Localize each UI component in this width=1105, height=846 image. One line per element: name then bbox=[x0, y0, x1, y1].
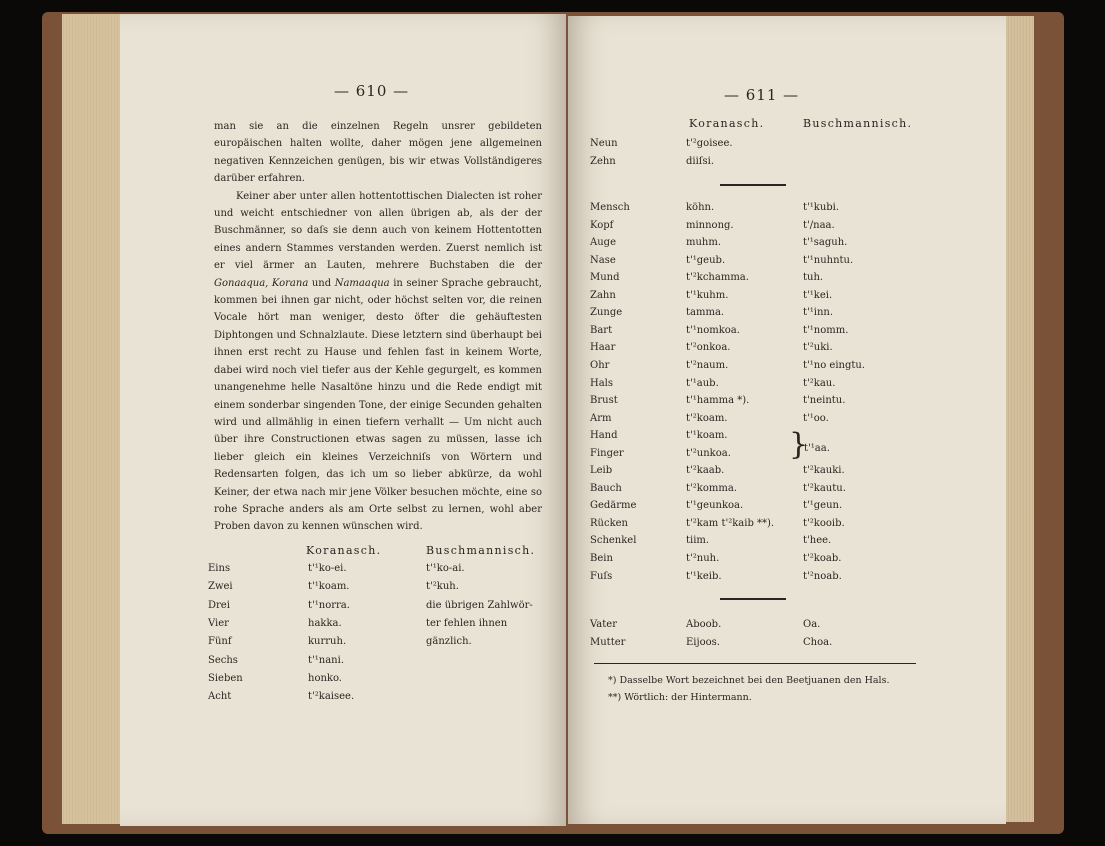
parent-row-koranasch: Eijoos. bbox=[686, 636, 720, 648]
parent-row-koranasch: Aboob. bbox=[686, 619, 722, 630]
bodypart-row-label: Fuſs bbox=[590, 570, 613, 582]
bodypart-row-label: Kopf bbox=[590, 219, 614, 231]
parent-row-buschmannisch: Oa. bbox=[803, 619, 821, 630]
number-row-koranasch: diiſsi. bbox=[686, 155, 715, 167]
bodypart-row-buschmannisch: t'¹oo. bbox=[803, 412, 829, 424]
bodypart-row-label: Rücken bbox=[590, 517, 628, 529]
left-row-buschmannisch: t'²kuh. bbox=[426, 581, 459, 593]
bodypart-row-label: Haar bbox=[590, 342, 616, 354]
bodypart-row-koranasch: minnong. bbox=[686, 219, 734, 231]
bodypart-row-label: Mensch bbox=[590, 202, 630, 213]
left-row-buschmannisch: ter fehlen ihnen bbox=[426, 617, 508, 629]
bodypart-row-koranasch: t'¹aub. bbox=[686, 377, 719, 389]
bodypart-row-label: Finger bbox=[590, 447, 624, 459]
bodypart-row-buschmannisch: t'¹nomm. bbox=[803, 324, 849, 336]
bodypart-row-buschmannisch: t'²kauki. bbox=[803, 465, 845, 477]
bodypart-row-label: Mund bbox=[590, 272, 620, 284]
left-col-head-koranasch: Koranasch. bbox=[306, 544, 382, 557]
bodypart-row-label: Auge bbox=[590, 237, 616, 249]
bodypart-row-koranasch: t'¹kuhm. bbox=[686, 289, 729, 301]
number-row-label: Neun bbox=[590, 138, 618, 149]
left-row-koranasch: kurruh. bbox=[308, 636, 347, 648]
bodypart-row-koranasch: t'¹geub. bbox=[686, 254, 726, 266]
tribe-and: und bbox=[311, 277, 332, 289]
bodypart-row-buschmannisch: t'²koab. bbox=[803, 553, 842, 564]
paragraph-2 bbox=[214, 188, 542, 536]
bodypart-row-koranasch: t'²kchamma. bbox=[686, 272, 749, 284]
left-row-buschmannisch: die übrigen Zahlwör- bbox=[426, 599, 533, 611]
bodypart-row-koranasch: tiim. bbox=[686, 535, 710, 547]
left-row-label: Eins bbox=[208, 563, 231, 574]
bodypart-row-label: Schenkel bbox=[590, 535, 637, 547]
left-row-koranasch: t'¹ko-ei. bbox=[308, 563, 347, 574]
right-page bbox=[568, 16, 1006, 824]
left-row-label: Vier bbox=[208, 617, 229, 629]
bodypart-row-koranasch: t'²kaab. bbox=[686, 465, 725, 477]
bodypart-row-buschmannisch: t'¹kei. bbox=[803, 289, 833, 301]
bodypart-row-koranasch: t'²onkoa. bbox=[686, 342, 731, 354]
bodypart-row-buschmannisch: t'²noab. bbox=[803, 570, 842, 582]
left-row-buschmannisch: gänzlich. bbox=[426, 636, 472, 648]
bodypart-row-buschmannisch: t'¹inn. bbox=[803, 307, 834, 319]
left-row-label: Acht bbox=[208, 691, 232, 703]
left-row-buschmannisch: t'¹ko-ai. bbox=[426, 563, 465, 574]
tribe-gonaaqua: Gonaaqua, bbox=[214, 277, 269, 289]
bodypart-row-koranasch: t'²nuh. bbox=[686, 553, 720, 564]
bodypart-row-label: Hals bbox=[590, 377, 614, 389]
bodypart-row-label: Arm bbox=[590, 412, 612, 424]
footnote-1: *) Dasselbe Wort bezeichnet bei den Beetjuanen den Hals. bbox=[608, 675, 890, 686]
bodypart-row-koranasch: t'¹nomkoa. bbox=[686, 324, 740, 336]
bodypart-row-label: Brust bbox=[590, 395, 618, 407]
parent-row-label: Mutter bbox=[590, 636, 626, 648]
left-row-label: Drei bbox=[208, 599, 230, 611]
bodypart-row-label: Bein bbox=[590, 553, 613, 564]
bodypart-row-buschmannisch: t'hee. bbox=[803, 535, 832, 547]
page-number-left: — 610 — bbox=[334, 82, 410, 100]
bodypart-row-koranasch: t'²naum. bbox=[686, 359, 729, 371]
left-row-koranasch: hakka. bbox=[308, 617, 342, 629]
bodypart-row-buschmannisch: t'neintu. bbox=[803, 395, 846, 407]
bodypart-row-koranasch: t'²komma. bbox=[686, 482, 737, 494]
paragraph-2-part-a: Keiner aber unter allen hottentottischen Dialecten ist roher und weicht entschiedner von allen übrigen ab, als der der Buschmänner, so daſs sie denn auch von keinem Hottentotten eines andern Stammes verstanden werden. Zuerst nemlich ist er viel ärmer an Lauten, mehrere Buchstaben die der bbox=[214, 190, 542, 272]
bodypart-row-label: Ohr bbox=[590, 359, 610, 371]
brace-hand-finger: } bbox=[789, 427, 809, 462]
bodypart-row-buschmannisch: t'¹geun. bbox=[803, 500, 843, 512]
number-row-koranasch: t'²goisee. bbox=[686, 138, 733, 149]
bodypart-row-koranasch: t'²koam. bbox=[686, 412, 728, 424]
left-row-label: Zwei bbox=[208, 581, 233, 593]
left-row-koranasch: t'¹nani. bbox=[308, 654, 344, 666]
bodypart-row-buschmannisch: t'¹saguh. bbox=[803, 237, 848, 249]
bodypart-row-koranasch: köhn. bbox=[686, 202, 715, 213]
footnote-rule bbox=[594, 663, 916, 664]
number-row-label: Zehn bbox=[590, 155, 616, 167]
left-row-koranasch: t'²kaisee. bbox=[308, 691, 355, 703]
hand-finger-buschmannisch: t'¹aa. bbox=[804, 443, 830, 454]
left-row-label: Fünf bbox=[208, 636, 232, 648]
bodypart-row-buschmannisch: tuh. bbox=[803, 272, 824, 284]
tribe-namaaqua: Namaaqua bbox=[334, 277, 390, 289]
paragraph-1: man sie an die einzelnen Regeln unsrer gebildeten europäischen halten wollte, daher mögen jene allgemeinen negativen Kennzeichen genügen, bis wir etwas Vollständigeres darüber erfahren. bbox=[214, 121, 542, 185]
bodypart-row-koranasch: t'²kam t'²kaib **). bbox=[686, 517, 775, 529]
bodypart-row-label: Gedärme bbox=[590, 500, 637, 512]
bodypart-row-buschmannisch: t'²kautu. bbox=[803, 482, 846, 494]
left-row-koranasch: t'¹koam. bbox=[308, 581, 350, 593]
bodypart-row-label: Zahn bbox=[590, 289, 616, 301]
bodypart-row-koranasch: tamma. bbox=[686, 307, 725, 319]
bodypart-row-buschmannisch: t'²uki. bbox=[803, 342, 833, 354]
parent-row-buschmannisch: Choa. bbox=[803, 636, 833, 648]
bodypart-row-buschmannisch: t'¹kubi. bbox=[803, 202, 840, 213]
footnote-2: **) Wörtlich: der Hintermann. bbox=[608, 692, 752, 703]
left-page-text bbox=[214, 118, 542, 536]
bodypart-row-label: Leib bbox=[590, 465, 613, 477]
bodypart-row-buschmannisch: t'²kau. bbox=[803, 377, 836, 389]
left-row-label: Sechs bbox=[208, 654, 238, 666]
bodypart-row-koranasch: t'¹hamma *). bbox=[686, 395, 750, 407]
bodypart-row-label: Nase bbox=[590, 254, 616, 266]
left-col-head-buschmannisch: Buschmannisch. bbox=[426, 544, 536, 557]
bodypart-row-label: Hand bbox=[590, 430, 618, 442]
bodypart-row-koranasch: t'²unkoa. bbox=[686, 447, 731, 459]
left-row-label: Sieben bbox=[208, 672, 243, 684]
bodypart-row-buschmannisch: t'/naa. bbox=[803, 219, 835, 231]
bodypart-row-label: Zunge bbox=[590, 307, 623, 319]
bodypart-row-label: Bauch bbox=[590, 482, 622, 494]
paragraph-2-part-b: in seiner Sprache gebraucht, kommen bei ihnen gar nicht, oder höchst selten vor, die reinen Vocale hört man weniger, desto öfter die gehäuftesten Diphtongen und Schnalzlaute. Diese letztern sind überhaupt bei ihnen erst recht zu Hause und fehlen fast in keinem Worte, dabei wird noch viel tiefer aus der Kehle gegurgelt, es kommen unangenehme helle Nasaltöne hinzu und die Rede endigt mit einem sonderbar singenden Tone, der einige Secunden gehalten wird und allmählig in einen tiefern verhallt — Um nicht auch über ihre Constructionen etwas sagen zu müssen, lasse ich lieber gleich ein kleines Verzeichniſs von Wörtern und Redensarten folgen, das ich um so lieber abkürze, da wohl Keiner, der etwa nach mir jene Völker besuchen möchte, eine so rohe Sprache anders als am Orte selbst zu lernen, wohl aber Proben davon zu kennen wünschen wird. bbox=[214, 277, 542, 533]
separator-rule-1 bbox=[720, 184, 786, 186]
left-row-koranasch: t'¹norra. bbox=[308, 599, 350, 611]
bodypart-row-koranasch: t'¹koam. bbox=[686, 430, 728, 442]
tribe-korana: Korana bbox=[271, 277, 309, 289]
page-number-right: — 611 — bbox=[724, 86, 800, 104]
bodypart-row-label: Bart bbox=[590, 324, 613, 336]
bodypart-row-koranasch: t'¹keib. bbox=[686, 570, 722, 582]
parent-row-label: Vater bbox=[590, 619, 617, 630]
right-col-head-koranasch: Koranasch. bbox=[689, 117, 765, 130]
bodypart-row-buschmannisch: t'¹nuhntu. bbox=[803, 254, 854, 266]
bodypart-row-koranasch: t'¹geunkoa. bbox=[686, 500, 744, 512]
left-page bbox=[120, 14, 566, 826]
bodypart-row-buschmannisch: t'²kooib. bbox=[803, 517, 845, 529]
right-col-head-buschmannisch: Buschmannisch. bbox=[803, 117, 913, 130]
separator-rule-2 bbox=[720, 598, 786, 600]
left-row-koranasch: honko. bbox=[308, 672, 342, 684]
bodypart-row-buschmannisch: t'¹no eingtu. bbox=[803, 359, 866, 371]
bodypart-row-koranasch: muhm. bbox=[686, 237, 722, 249]
